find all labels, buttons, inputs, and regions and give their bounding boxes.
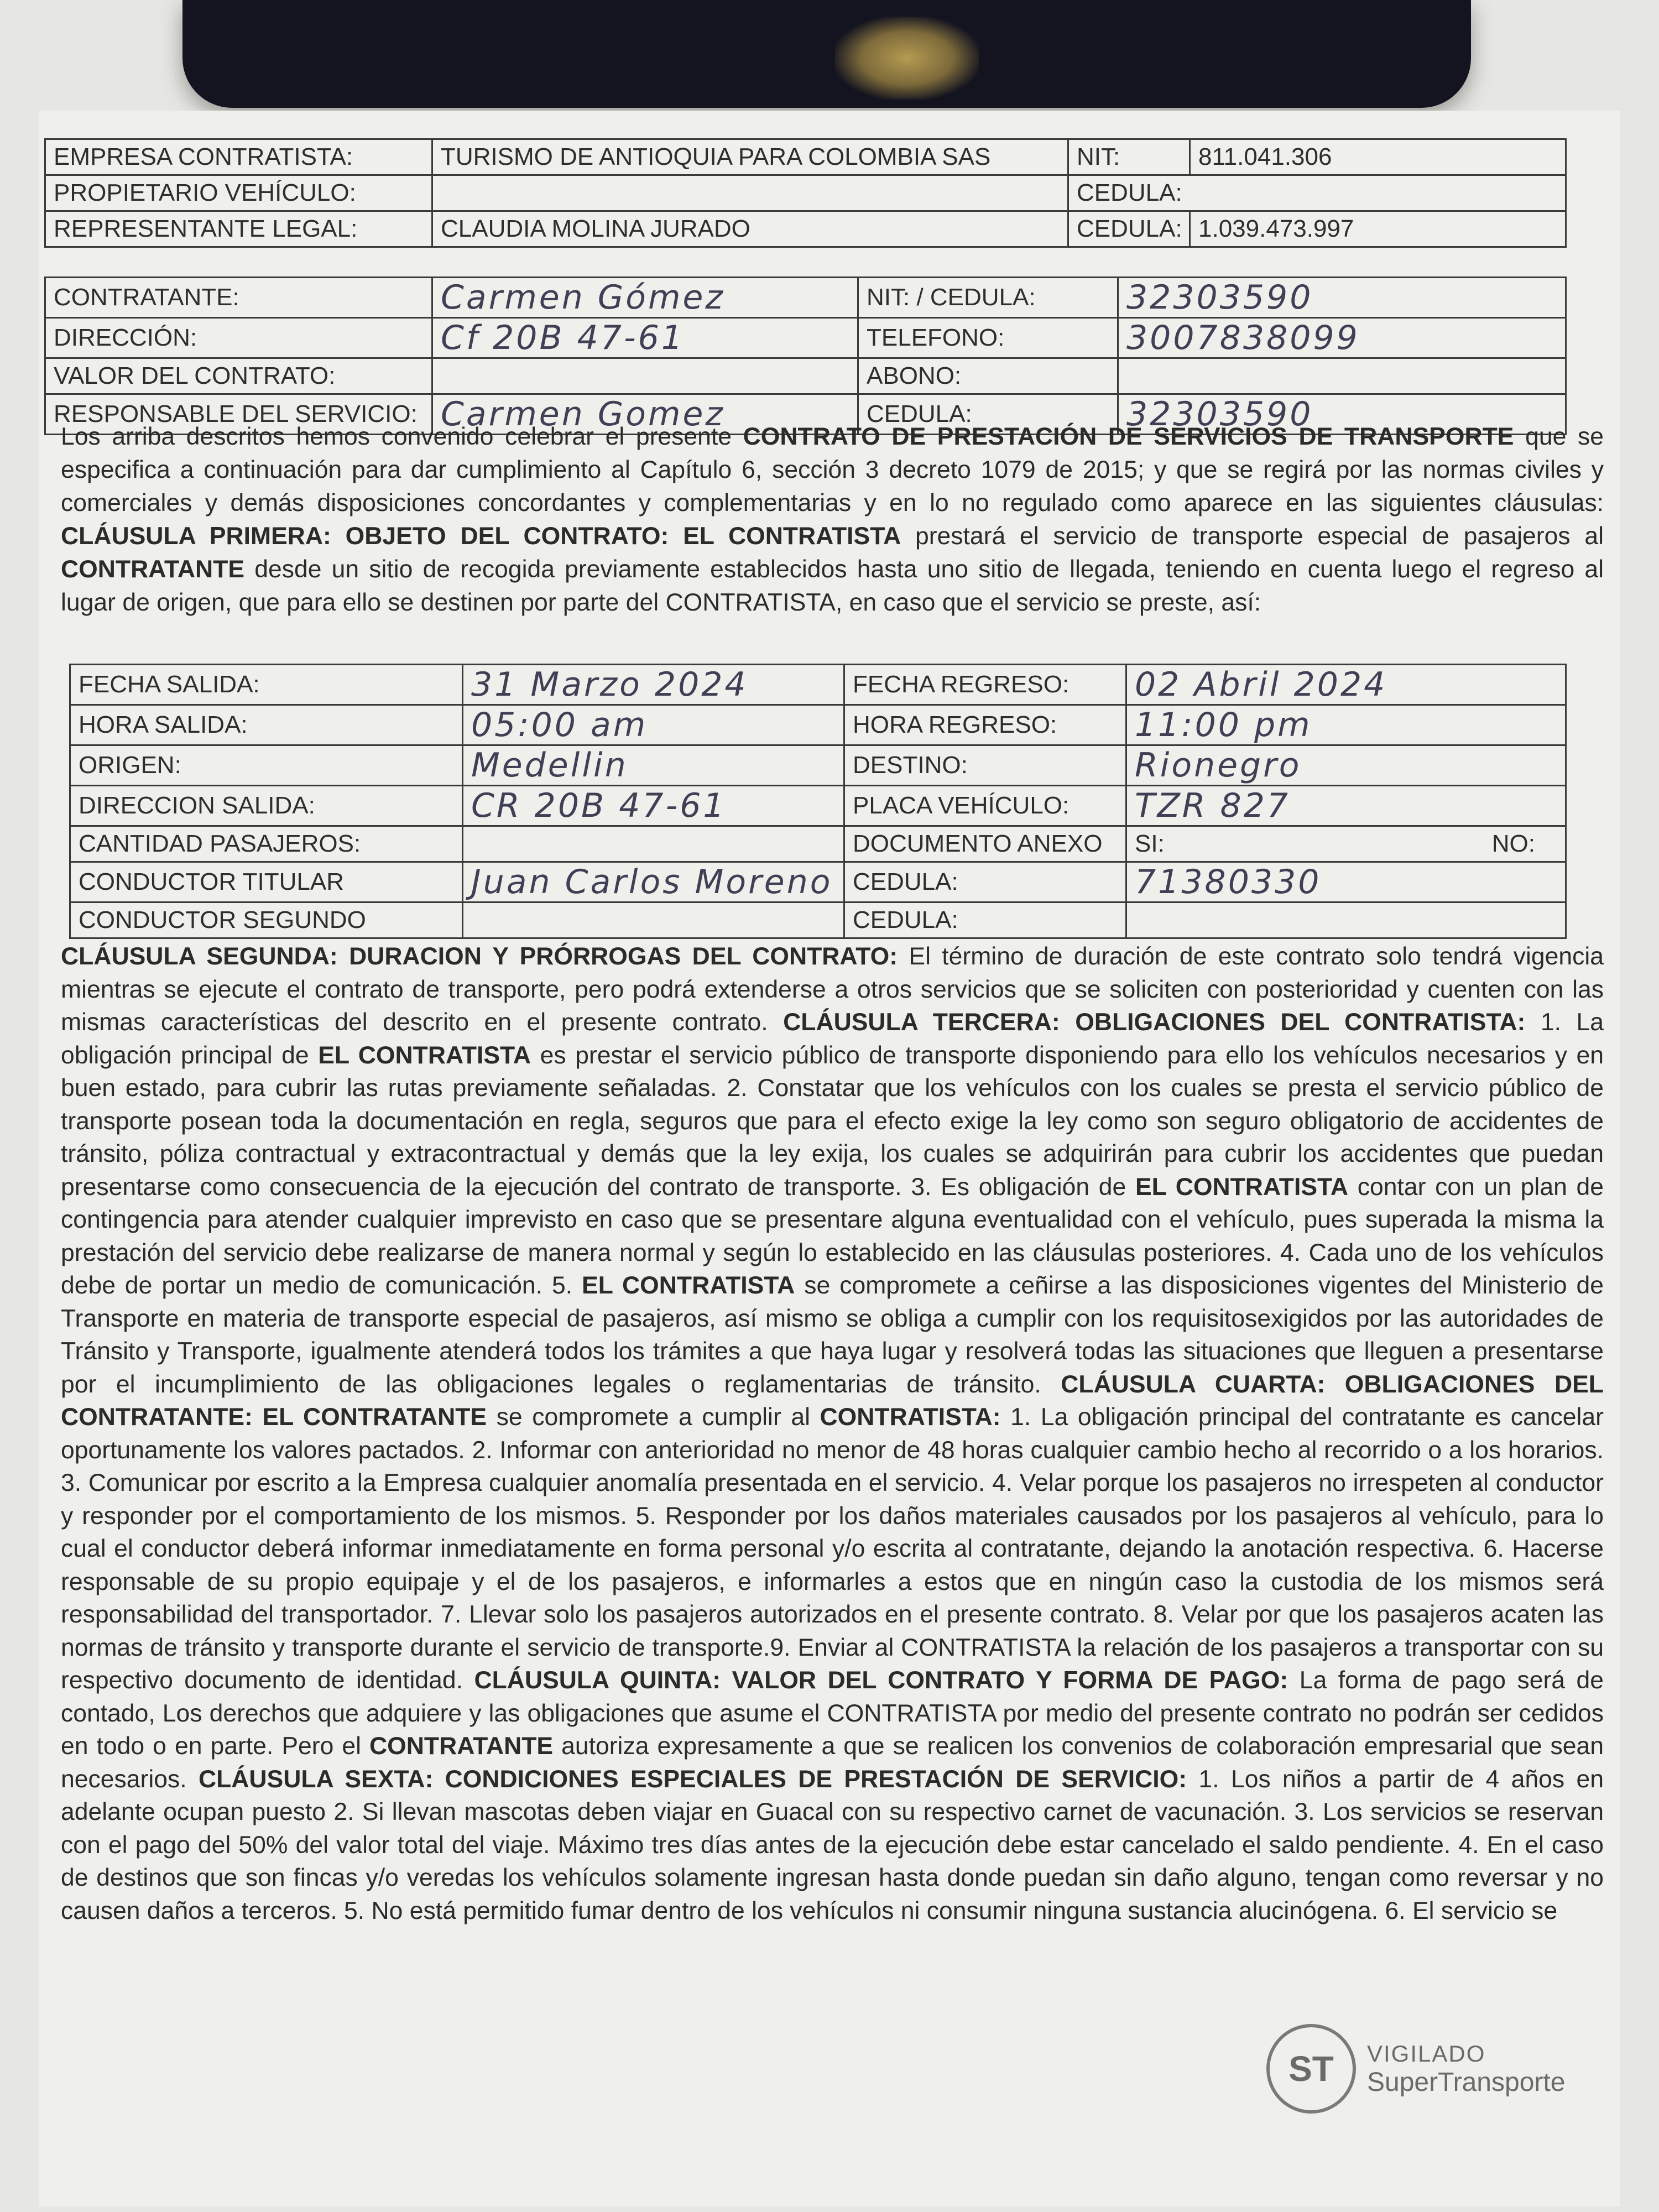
propietario-label: PROPIETARIO VEHÍCULO: — [45, 175, 432, 211]
seal-text — [1367, 2041, 1565, 2098]
trip-table — [69, 664, 1567, 939]
direccion-label: DIRECCIÓN: — [45, 318, 432, 358]
hora-salida-value: 05:00 am — [463, 705, 844, 745]
clauses-paragraph — [61, 940, 1604, 1927]
clausula-sexta-title: CLÁUSULA SEXTA: CONDICIONES ESPECIALES DE PRESTACIÓN DE SERVICIO: — [198, 1765, 1187, 1793]
contratante-label: CONTRATANTE: — [45, 278, 432, 318]
origen-value: Medellin — [463, 745, 844, 786]
clausula-cuarta-a: se compromete a cumplir al — [487, 1404, 820, 1431]
clausula-cuarta-c: 1. La obligación principal del contratante es cancelar oportunamente los valores pactados. 2. Informar con anterioridad no menor de 48 horas cualquier cambio hecho al recorrido o a los horarios. 3. Comunicar por escrito a la Empresa cualquier anomalía presentada en el servicio. 4. Velar porque los pasajeros no irrespeten al conductor y responder por el comportamiento de los mismos. 5. Responder por los daños materiales causados por los pasajeros al vehículo, para lo cual el conductor deberá informar inmediatamente en forma personal y/o escrita al contratante, dejando la anotación respectiva. 6. Hacerse responsable de su propio equipaje y el de los pasajeros, e informarles a estos que en ningún caso la custodia de los mismos será responsabilidad del transportador. 7. Llevar solo los pasajeros autorizados en el presente contrato. 8. Velar por que los pasajeros acaten las normas de tránsito y transporte durante el servicio de transporte.9. Enviar al CONTRATISTA la relación de los pasajeros a transportar con su respectivo documento de identidad. — [61, 1404, 1604, 1694]
contratante-nit-value: 32303590 — [1118, 278, 1566, 318]
seal-line2: SuperTransporte — [1367, 2067, 1566, 2097]
hora-regreso-value: 11:00 pm — [1126, 705, 1566, 745]
clausula-tercera-e: contar con un plan de contingencia para atender cualquier imprevisto en caso que se presentare alguna eventualidad con el vehículo, pues superada la misma la prestación del servicio debe realizarse de manera normal y según lo establecido en las cláusulas posteriores. 4. Cada uno de los vehículos debe de portar un medio de comunicación. 5. — [61, 1173, 1604, 1299]
clausula-quinta-title: CLÁUSULA QUINTA: VALOR DEL CONTRATO Y FORMA DE PAGO: — [474, 1667, 1288, 1694]
conductor-segundo-value — [463, 902, 844, 938]
hora-regreso-label: HORA REGRESO: — [844, 705, 1126, 745]
direccion-salida-label: DIRECCION SALIDA: — [70, 786, 463, 826]
si-label: SI: — [1135, 830, 1165, 857]
cedula1-value: 71380330 — [1126, 862, 1566, 902]
fecha-regreso-value: 02 Abril 2024 — [1126, 665, 1566, 705]
propietario-cedula-label: CEDULA: — [1068, 175, 1566, 211]
placa-label: PLACA VEHÍCULO: — [844, 786, 1126, 826]
clausula-tercera-a: 1. La obligación principal de — [61, 1009, 1604, 1069]
telefono-label: TELEFONO: — [858, 318, 1118, 358]
destino-value: Rionegro — [1126, 745, 1566, 786]
responsable-cedula-label: CEDULA: — [858, 394, 1118, 435]
origen-label: ORIGEN: — [70, 745, 463, 786]
placa-value: TZR 827 — [1126, 786, 1566, 826]
representante-cedula-label: CEDULA: — [1068, 211, 1190, 247]
fecha-salida-label: FECHA SALIDA: — [70, 665, 463, 705]
intro-text-b: CONTRATO DE PRESTACIÓN DE SERVICIOS DE TRANSPORTE — [743, 423, 1514, 450]
clausula-segunda-body: El término de duración de este contrato solo tendrá vigencia mientras se ejecute el contrato de transporte, pero podrá extenderse a otros servicios que se soliciten con posterioridad y cuenten con las mismas características del descrito en el presente contrato. — [61, 943, 1604, 1036]
nit-value: 811.041.306 — [1190, 139, 1566, 175]
intro-text-c: que se especifica a continuación para dar cumplimiento al Capítulo 6, sección 3 decreto 1079 de 2015; y que se regirá por las normas civiles y comerciales y demás disposiciones concordantes y complementarias y en lo no regulado como aparece en las siguientes cláusulas: — [61, 423, 1604, 517]
conductor-titular-value: Juan Carlos Moreno — [463, 862, 844, 902]
clausula-tercera-g: se compromete a ceñirse a las disposiciones vigentes del Ministerio de Transporte en materia de transporte especial de pasajeros, así mismo se obliga a cumplir con los requisitosexigidos por las autoridades de Tránsito y Transporte, igualmente atenderá todos los trámites a que haya lugar y resolverá todas las situaciones que lleguen a presentarse por el incumplimiento de las obligaciones legales o reglamentarias de tránsito. — [61, 1272, 1604, 1398]
clausula-cuarta-title: CLÁUSULA CUARTA: OBLIGACIONES DEL CONTRATANTE: EL CONTRATANTE — [61, 1370, 1604, 1431]
object-glint — [835, 17, 979, 100]
responsable-label: RESPONSABLE DEL SERVICIO: — [45, 394, 432, 435]
valor-contrato-label: VALOR DEL CONTRATO: — [45, 358, 432, 394]
clausula-quinta-b: CONTRATANTE — [369, 1733, 554, 1760]
no-label: NO: — [1491, 830, 1535, 857]
intro-text-f: CONTRATANTE — [61, 556, 245, 583]
direccion-salida-value: CR 20B 47-61 — [463, 786, 844, 826]
dark-object-top — [182, 0, 1471, 108]
representante-value: CLAUDIA MOLINA JURADO — [432, 211, 1068, 247]
intro-text-e: prestará el servicio de transporte especial de pasajeros al — [901, 523, 1604, 550]
clausula-tercera-f: EL CONTRATISTA — [582, 1272, 795, 1299]
clausula-quinta-c: autoriza expresamente a que se realicen los convenios de colaboración empresarial que sean necesarios. — [61, 1733, 1604, 1793]
responsable-value: Carmen Gomez — [432, 394, 858, 435]
clausula-segunda-title: CLÁUSULA SEGUNDA: DURACION Y PRÓRROGAS DEL CONTRATO: — [61, 943, 898, 970]
direccion-value: Cf 20B 47-61 — [432, 318, 858, 358]
clausula-primera-title: CLÁUSULA PRIMERA: OBJETO DEL CONTRATO: EL CONTRATISTA — [61, 523, 901, 550]
intro-paragraph — [61, 420, 1604, 619]
supertransporte-logo-icon: ST — [1266, 2024, 1356, 2114]
clausula-tercera-title: CLÁUSULA TERCERA: OBLIGACIONES DEL CONTRATISTA: — [783, 1009, 1526, 1036]
clausula-quinta-a: La forma de pago será de contado, Los derechos que adquiere y las obligaciones que asume el CONTRATISTA por medio del presente contrato no podrán ser cedidos en todo o en parte. Pero el — [61, 1667, 1604, 1760]
cedula1-label: CEDULA: — [844, 862, 1126, 902]
seal-line1: VIGILADO — [1367, 2040, 1486, 2067]
nit-label: NIT: — [1068, 139, 1190, 175]
telefono-value: 3007838099 — [1118, 318, 1566, 358]
hora-salida-label: HORA SALIDA: — [70, 705, 463, 745]
documento-anexo-label: DOCUMENTO ANEXO — [844, 826, 1126, 862]
cedula2-value — [1126, 902, 1566, 938]
intro-text-a: Los arriba descritos hemos convenido celebrar el presente — [61, 423, 743, 450]
conductor-titular-label: CONDUCTOR TITULAR — [70, 862, 463, 902]
documento-anexo-options — [1126, 826, 1566, 862]
conductor-segundo-label: CONDUCTOR SEGUNDO — [70, 902, 463, 938]
contratante-nit-label: NIT: / CEDULA: — [858, 278, 1118, 318]
contract-page — [39, 111, 1620, 2206]
clausula-tercera-c: es prestar el servicio público de transporte disponiendo para ello los vehículos necesarios y en buen estado, para cubrir las rutas previamente señaladas. 2. Constatar que los vehículos con los cuales se presta el servicio público de transporte posean toda la documentación en regla, seguros que para el efecto exige la ley como son seguro obligatorio de accidentes de tránsito, póliza contractual y extracontractual y demás que la ley exija, los cuales se adquirirán para cubrir los accidentes que puedan presentarse como consecuencia de la ejecución del contrato de transporte. 3. Es obligación de — [61, 1041, 1604, 1201]
intro-text-g: desde un sitio de recogida previamente establecidos hasta uno sitio de llegada, teniendo en cuenta luego el regreso al lugar de origen, que para ello se destinen por parte del CONTRATISTA, en caso que el servicio se preste, así: — [61, 556, 1604, 616]
responsable-cedula-value: 32303590 — [1118, 394, 1566, 435]
contratante-table — [44, 276, 1567, 435]
representante-label: REPRESENTANTE LEGAL: — [45, 211, 432, 247]
contratante-value: Carmen Gómez — [432, 278, 858, 318]
valor-contrato-value — [432, 358, 858, 394]
vigilado-seal — [1266, 2024, 1565, 2114]
clausula-cuarta-b: CONTRATISTA: — [820, 1404, 1001, 1431]
representante-cedula-value: 1.039.473.997 — [1190, 211, 1566, 247]
cedula2-label: CEDULA: — [844, 902, 1126, 938]
abono-label: ABONO: — [858, 358, 1118, 394]
cantidad-pasajeros-value — [463, 826, 844, 862]
clausula-sexta-body: 1. Los niños a partir de 4 años en adelante ocupan puesto 2. Si llevan mascotas deben viajar en Guacal con su respectivo carnet de vacunación. 3. Los servicios se reservan con el pago del 50% del valor total del viaje. Máximo tres días antes de la ejecución debe estar cancelado el saldo pendiente. 4. En el caso de destinos que son fincas y/o veredas los vehículos solamente ingresan hasta donde puedan sin daño alguno, tengan como reversar y no causen daños a terceros. 5. No está permitido fumar dentro de los vehículos ni consumir ninguna sustancia alucinógena. 6. El servicio se — [61, 1765, 1604, 1924]
destino-label: DESTINO: — [844, 745, 1126, 786]
empresa-value: TURISMO DE ANTIOQUIA PARA COLOMBIA SAS — [432, 139, 1068, 175]
clausula-tercera-b: EL CONTRATISTA — [318, 1041, 531, 1069]
empresa-label: EMPRESA CONTRATISTA: — [45, 139, 432, 175]
clausula-tercera-d: EL CONTRATISTA — [1135, 1173, 1349, 1201]
company-table — [44, 138, 1567, 248]
abono-value — [1118, 358, 1566, 394]
propietario-value — [432, 175, 1068, 211]
cantidad-pasajeros-label: CANTIDAD PASAJEROS: — [70, 826, 463, 862]
fecha-salida-value: 31 Marzo 2024 — [463, 665, 844, 705]
fecha-regreso-label: FECHA REGRESO: — [844, 665, 1126, 705]
